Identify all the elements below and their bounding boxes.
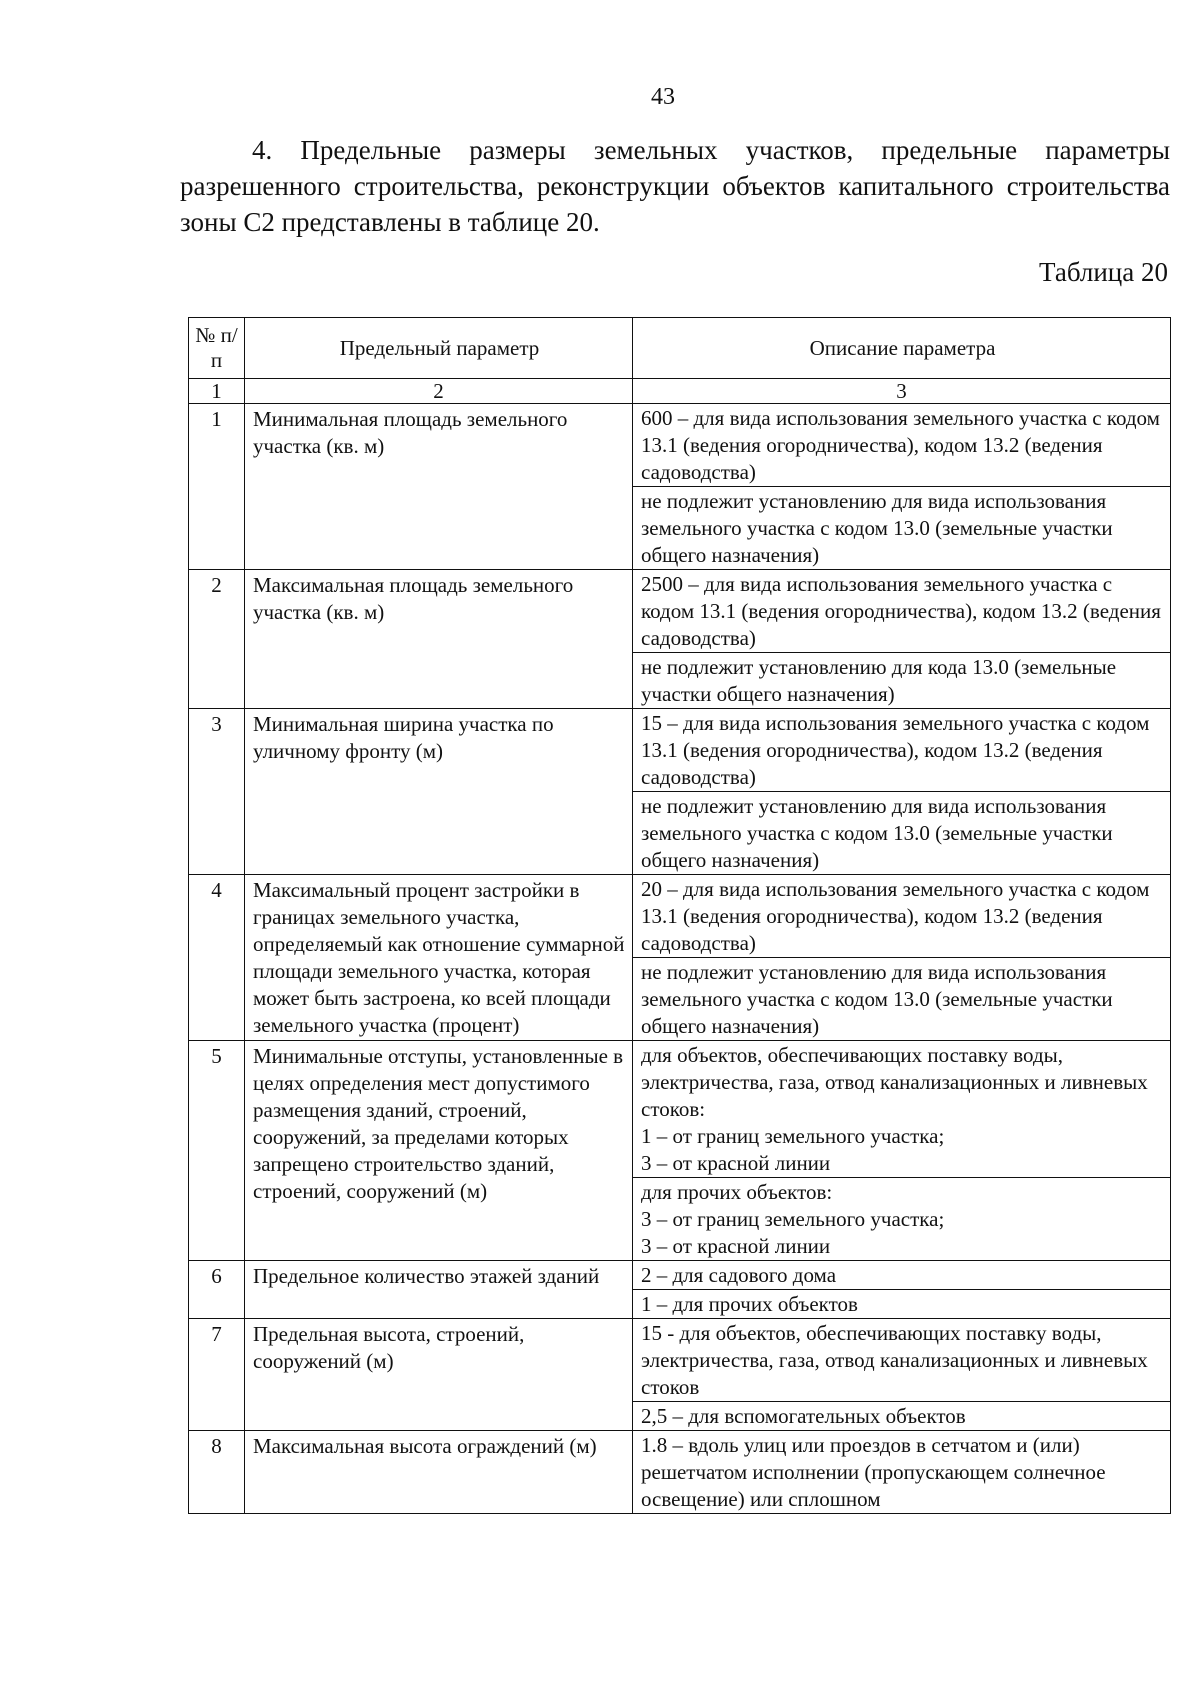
table-row: [189, 404, 1171, 487]
column-number-1: 1: [189, 379, 245, 404]
row-parameter: Максимальная высота ограждений (м): [245, 1431, 633, 1514]
row-parameter: Предельная высота, строений, сооружений (м): [245, 1319, 633, 1431]
column-number-3: 3: [633, 379, 1171, 404]
row-description: 15 - для объектов, обеспечивающих поставку воды, электричества, газа, отвод канализационных и ливневых стоков: [633, 1319, 1171, 1402]
table-row: [189, 1319, 1171, 1402]
table-row: [189, 1261, 1171, 1290]
table-row: [189, 1041, 1171, 1178]
header-num: № п/п: [189, 318, 245, 379]
table-body: [189, 404, 1171, 1514]
row-parameter: Предельное количество этажей зданий: [245, 1261, 633, 1319]
table-caption: Таблица 20: [1039, 257, 1168, 287]
row-description: 2500 – для вида использования земельного участка с кодом 13.1 (ведения огородничества), кодом 13.2 (ведения садоводства): [633, 570, 1171, 653]
row-description: не подлежит установлению для вида использования земельного участка с кодом 13.0 (земельные участки общего назначения): [633, 487, 1171, 570]
row-description: не подлежит установлению для вида использования земельного участка с кодом 13.0 (земельные участки общего назначения): [633, 958, 1171, 1041]
row-description: 2 – для садового дома: [633, 1261, 1171, 1290]
table-row: [189, 709, 1171, 792]
row-parameter: Максимальный процент застройки в границах земельного участка, определяемый как отношение суммарной площади земельного участка, которая может быть застроена, ко всей площади земельного участка (процент): [245, 875, 633, 1041]
row-parameter: Минимальные отступы, установленные в целях определения мест допустимого размещения зданий, строений, сооружений, за пределами которых запрещено строительство зданий, строений, сооружений (м): [245, 1041, 633, 1261]
row-description: не подлежит установлению для вида использования земельного участка с кодом 13.0 (земельные участки общего назначения): [633, 792, 1171, 875]
row-parameter: Минимальная площадь земельного участка (кв. м): [245, 404, 633, 570]
column-numbers-row: [189, 379, 1171, 404]
table-row: [189, 570, 1171, 653]
row-description: для прочих объектов: 3 – от границ земельного участка; 3 – от красной линии: [633, 1178, 1171, 1261]
row-parameter: Максимальная площадь земельного участка (кв. м): [245, 570, 633, 709]
table-row: [189, 875, 1171, 958]
row-number: 6: [189, 1261, 245, 1319]
intro-paragraph: 4. Предельные размеры земельных участков, предельные параметры разрешенного строительства, реконструкции объектов капитального строительства зоны С2 представлены в таблице 20.: [180, 135, 1170, 237]
row-description: 15 – для вида использования земельного участка с кодом 13.1 (ведения огородничества), кодом 13.2 (ведения садоводства): [633, 709, 1171, 792]
row-description: 600 – для вида использования земельного участка с кодом 13.1 (ведения огородничества), кодом 13.2 (ведения садоводства): [633, 404, 1171, 487]
row-number: 1: [189, 404, 245, 570]
row-description: для объектов, обеспечивающих поставку воды, электричества, газа, отвод канализационных и ливневых стоков: 1 – от границ земельного участка; 3 – от красной линии: [633, 1041, 1171, 1178]
row-description: 1 – для прочих объектов: [633, 1290, 1171, 1319]
row-number: 8: [189, 1431, 245, 1514]
table-row: [189, 1431, 1171, 1514]
row-number: 2: [189, 570, 245, 709]
row-description: 2,5 – для вспомогательных объектов: [633, 1402, 1171, 1431]
limits-table: [188, 317, 1171, 1514]
row-description: не подлежит установлению для кода 13.0 (земельные участки общего назначения): [633, 653, 1171, 709]
row-parameter: Минимальная ширина участка по уличному фронту (м): [245, 709, 633, 875]
row-number: 3: [189, 709, 245, 875]
row-number: 5: [189, 1041, 245, 1261]
row-description: 20 – для вида использования земельного участка с кодом 13.1 (ведения огородничества), кодом 13.2 (ведения садоводства): [633, 875, 1171, 958]
row-number: 4: [189, 875, 245, 1041]
column-number-2: 2: [245, 379, 633, 404]
header-parameter: Предельный параметр: [245, 318, 633, 379]
page-number: 43: [651, 84, 675, 110]
row-description: 1.8 – вдоль улиц или проездов в сетчатом и (или) решетчатом исполнении (пропускающем солнечное освещение) или сплошном: [633, 1431, 1171, 1514]
row-number: 7: [189, 1319, 245, 1431]
table-header-row: [189, 318, 1171, 379]
limits-table-container: [188, 317, 1170, 1514]
header-description: Описание параметра: [633, 318, 1171, 379]
